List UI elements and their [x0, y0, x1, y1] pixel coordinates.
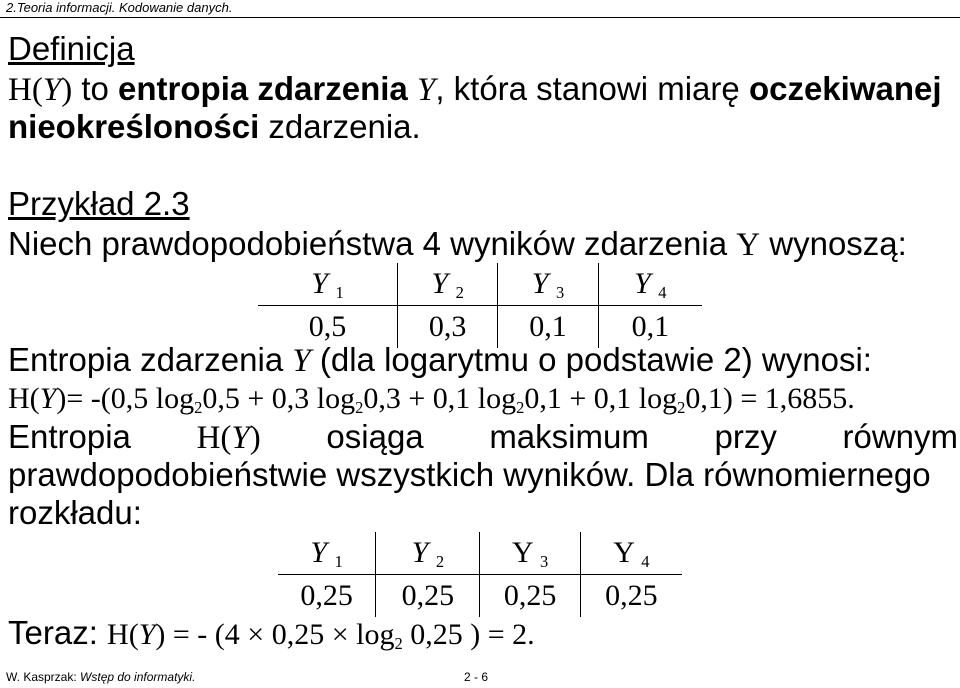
maximum-line-3: rozkładu:: [8, 494, 142, 531]
bold-term: nieokreśloności: [8, 108, 260, 145]
y-symbol: Y: [292, 343, 311, 379]
y-symbol: Y: [231, 420, 250, 456]
teraz-formula: H(Y) = - ($4 \times 0,25 \times \log_2 0,25$ ) = 2.: [107, 618, 535, 653]
entropy-line: [8, 341, 872, 380]
definition-heading: Definicja: [8, 30, 135, 67]
text: Entropia: [8, 418, 197, 455]
header-divider: [0, 17, 960, 18]
table-header-cell: Y $_2$: [397, 263, 497, 306]
table-header-cell: Y $_1$: [258, 263, 397, 306]
table-cell: 0,25: [278, 575, 376, 618]
text: zdarzenia.: [259, 108, 421, 145]
example-intro: [8, 225, 907, 264]
text: , która stanowi miarę: [435, 70, 749, 107]
footer-author: W. Kasprzak: Wstęp do informatyki.: [6, 670, 196, 684]
teraz-line: [8, 614, 535, 658]
bold-term: oczekiwanej: [748, 70, 942, 107]
times-icon: ×: [331, 618, 349, 651]
table-header-cell: Y $_3$: [498, 263, 598, 306]
y-symbol: Y: [42, 72, 62, 108]
h-symbol-close: ): [249, 420, 261, 456]
probability-table-1: [258, 263, 702, 348]
text: osiąga maksimum przy równym: [260, 418, 958, 455]
text: to: [72, 70, 119, 107]
probability-table-2: [278, 532, 682, 617]
definition-line-2: [8, 108, 421, 146]
maximum-line-2: prawdopodobieństwie wszystkich wyników. Dla równomiernego: [8, 456, 931, 493]
maximum-line-1: [8, 418, 958, 457]
slide-header: 2.Teoria informacji. Kodowanie danych.: [6, 0, 233, 15]
table-cell: 0,25: [480, 575, 580, 618]
footer-page-number: 2 - 6: [464, 670, 489, 684]
table-header-cell: Y $_3$: [480, 532, 580, 575]
table-header-cell: Y $_2$: [376, 532, 480, 575]
example-heading: Przykład 2.3: [8, 185, 190, 222]
teraz-label: Teraz:: [8, 614, 108, 651]
table-cell: 0,1: [631, 310, 670, 343]
text: wynoszą:: [760, 225, 907, 262]
table-cell: 0,25: [376, 575, 480, 618]
table-header-cell: Y $_4$: [580, 532, 682, 575]
table-cell: 0,25: [605, 579, 658, 612]
y-symbol: Y: [416, 72, 436, 108]
h-symbol: H(: [8, 72, 43, 108]
text: Entropia zdarzenia: [8, 341, 293, 378]
y-symbol: Y: [736, 227, 761, 263]
bold-term: entropia zdarzenia: [118, 70, 408, 107]
table-cell: 0,5: [258, 306, 397, 349]
times-icon: ×: [247, 618, 265, 651]
text: (dla logarytmu o podstawie 2) wynosi:: [310, 341, 872, 378]
table-cell: 0,3: [397, 306, 497, 349]
entropy-formula: H(Y)= -(0,5 $\log_20,5 + 0,3$ $\log_20,3 + 0,1$ $\log_20,1 + 0,1$ $\log_20,1) = 1,6855$.: [8, 382, 855, 417]
table-cell: 0,1: [498, 306, 598, 349]
definition-line-1: [8, 70, 942, 109]
table-header-cell: Y $_1$: [278, 532, 376, 575]
h-symbol: H(: [196, 420, 232, 456]
table-header-cell: Y $_4$: [598, 263, 702, 306]
h-symbol-close: ): [61, 72, 73, 108]
text: Niech prawdopodobieństwa 4 wyników zdarzenia: [8, 225, 737, 262]
